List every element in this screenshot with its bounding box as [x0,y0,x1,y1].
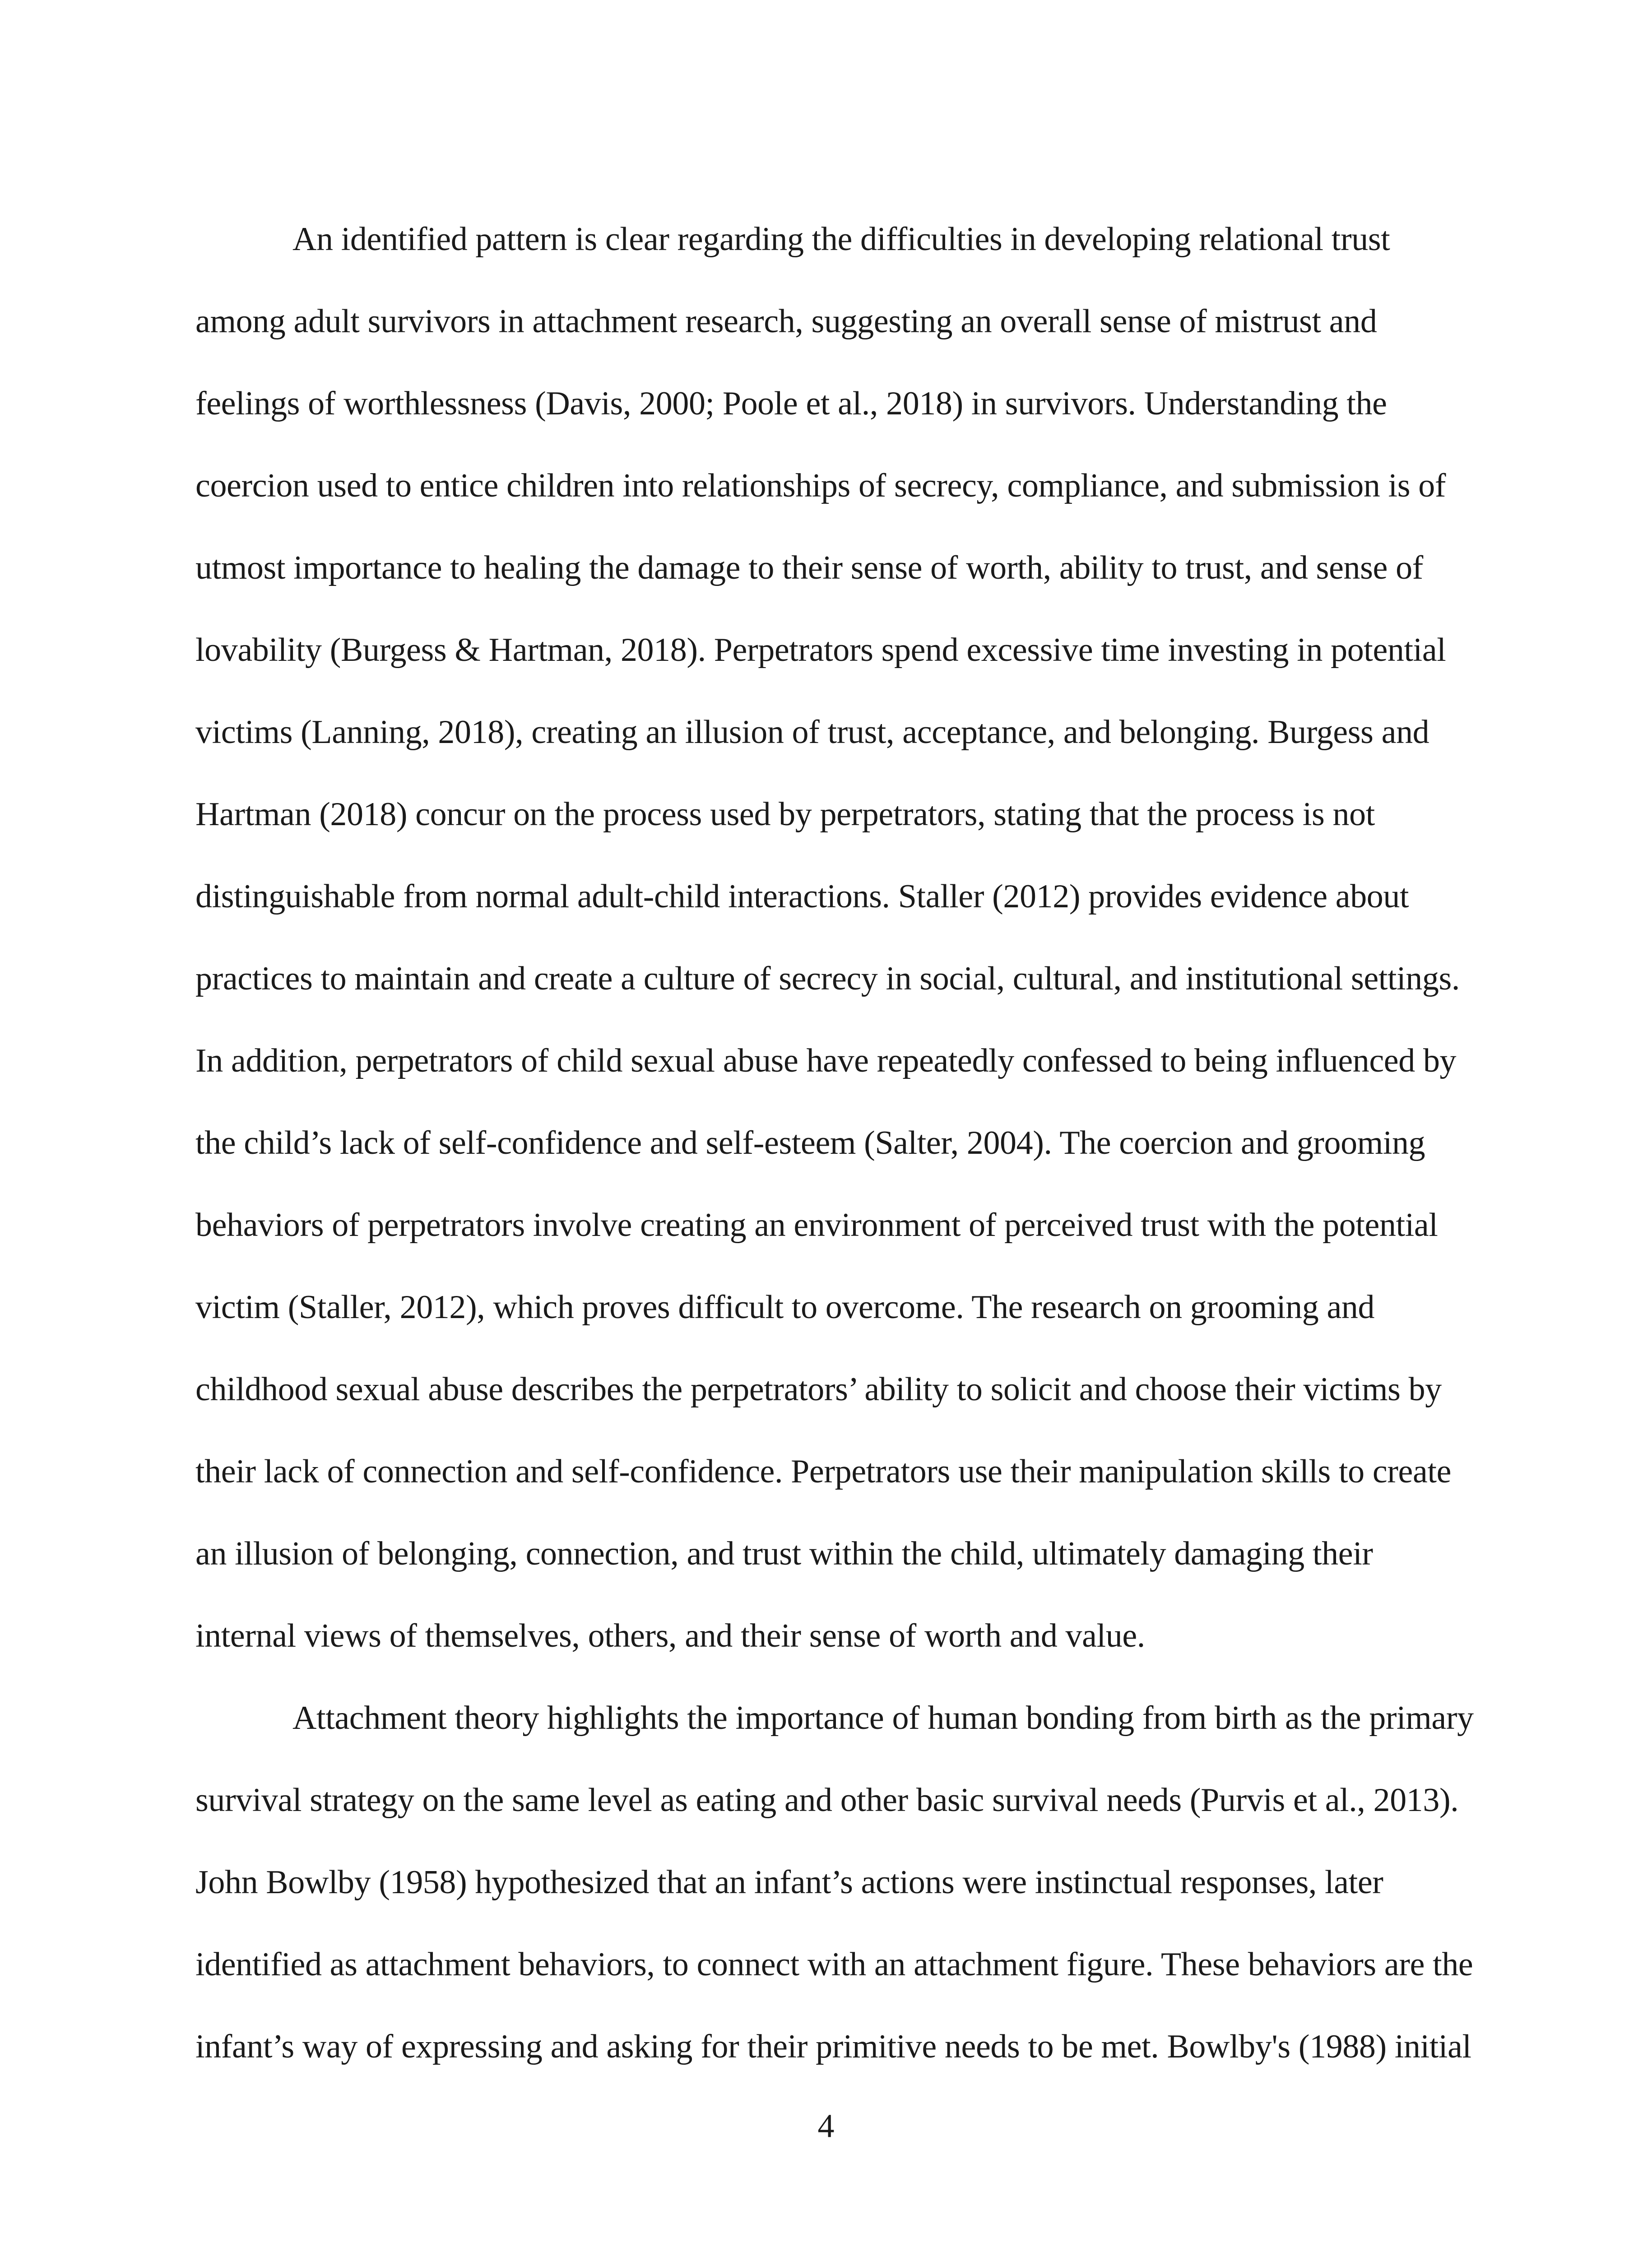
paragraph-1-line-10: practices to maintain and create a culture of secrecy in social, cultural, and institutional settings. [195,960,1460,997]
paragraph-1-line-16: their lack of connection and self-confidence. Perpetrators use their manipulation skills to create [195,1453,1452,1490]
paragraph-2-line-3: John Bowlby (1958) hypothesized that an infant’s actions were instinctual responses, later [195,1864,1383,1901]
paragraph-1-line-3: feelings of worthlessness (Davis, 2000; Poole et al., 2018) in survivors. Understanding the [195,385,1387,422]
paragraph-1-line-8: Hartman (2018) concur on the process used by perpetrators, stating that the process is not [195,796,1375,833]
paragraph-1-line-14: victim (Staller, 2012), which proves difficult to overcome. The research on grooming and [195,1289,1375,1326]
paragraph-1-line-2: among adult survivors in attachment research, suggesting an overall sense of mistrust and [195,303,1377,340]
paragraph-2-line-4: identified as attachment behaviors, to connect with an attachment figure. These behaviors are the [195,1946,1473,1983]
paragraph-2-line-2: survival strategy on the same level as eating and other basic survival needs (Purvis et al., 2013). [195,1782,1459,1819]
paragraph-1-line-17: an illusion of belonging, connection, and trust within the child, ultimately damaging their [195,1535,1373,1572]
page-number: 4 [817,2108,835,2145]
paragraph-1-line-13: behaviors of perpetrators involve creating an environment of perceived trust with the potential [195,1207,1438,1244]
paragraph-1-line-18: internal views of themselves, others, and their sense of worth and value. [195,1617,1145,1654]
paragraph-2-line-5: infant’s way of expressing and asking for their primitive needs to be met. Bowlby's (1988) initial [195,2028,1471,2065]
paragraph-1-line-1: An identified pattern is clear regarding the difficulties in developing relational trust [292,221,1390,258]
paragraph-1-line-5: utmost importance to healing the damage to their sense of worth, ability to trust, and sense of [195,549,1423,586]
paragraph-1-line-12: the child’s lack of self-confidence and self-esteem (Salter, 2004). The coercion and grooming [195,1124,1425,1161]
paragraph-1-line-6: lovability (Burgess & Hartman, 2018). Perpetrators spend excessive time investing in potential [195,632,1446,669]
body-text [195,212,1474,2102]
paragraph-2-line-1: Attachment theory highlights the importance of human bonding from birth as the primary [292,1700,1474,1737]
paragraph-1-line-11: In addition, perpetrators of child sexual abuse have repeatedly confessed to being influenced by [195,1042,1457,1079]
paragraph-1-line-7: victims (Lanning, 2018), creating an illusion of trust, acceptance, and belonging. Burgess and [195,714,1429,751]
paragraph-1-line-15: childhood sexual abuse describes the perpetrators’ ability to solicit and choose their victims by [195,1371,1442,1408]
paragraph-1-line-4: coercion used to entice children into relationships of secrecy, compliance, and submission is of [195,467,1446,504]
paragraph-1-line-9: distinguishable from normal adult-child interactions. Staller (2012) provides evidence about [195,878,1409,915]
